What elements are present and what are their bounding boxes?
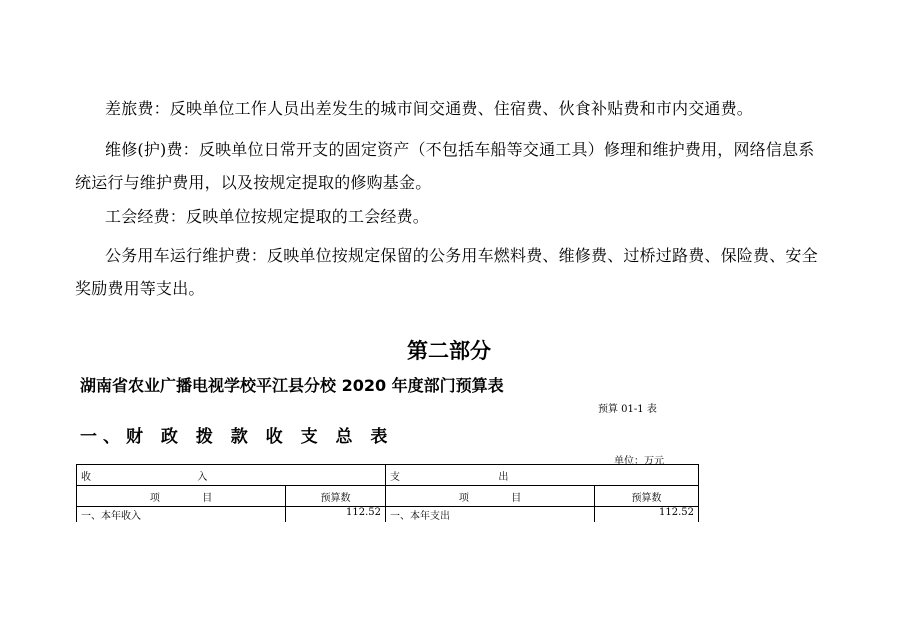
expense-value-cell: 112.52 — [595, 507, 699, 523]
table-subheader-row — [77, 486, 699, 507]
income-value-cell: 112.52 — [286, 507, 386, 523]
income-header — [77, 465, 386, 486]
paragraph-text: 工会经费：反映单位按规定提取的工会经费。 — [105, 207, 430, 226]
item-header-char: 项 — [458, 492, 469, 504]
table-header-row — [77, 465, 699, 486]
budget-summary-table — [76, 464, 699, 522]
expense-header — [386, 465, 699, 486]
expense-header-char: 出 — [498, 471, 509, 483]
paragraph-vehicle-expense — [75, 239, 827, 305]
expense-budget-header: 预算数 — [595, 486, 699, 507]
income-item-cell: 一、本年收入 — [77, 507, 286, 523]
paragraph-travel-expense — [75, 92, 827, 125]
expense-item-cell: 一、本年支出 — [386, 507, 595, 523]
paragraph-text: 维修(护)费：反映单位日常开支的固定资产（不包括车船等交通工具）修理和维护费用，网络信息系统运行与维护费用，以及按规定提取的修购基金。 — [75, 140, 815, 192]
paragraph-text: 差旅费：反映单位工作人员出差发生的城市间交通费、住宿费、伙食补贴费和市内交通费。 — [105, 99, 754, 118]
unit-label: 单位：万元 — [614, 456, 664, 467]
expense-header-char: 支 — [390, 471, 400, 483]
item-header-char: 目 — [202, 492, 213, 504]
income-budget-header: 预算数 — [286, 486, 386, 507]
paragraph-maintenance-expense — [75, 133, 827, 199]
item-header-char: 目 — [511, 492, 522, 504]
form-number: 预算 01-1 表 — [598, 404, 657, 415]
item-header-char: 项 — [149, 492, 160, 504]
income-header-char: 收 — [81, 471, 91, 483]
income-header-char: 入 — [197, 471, 208, 483]
paragraph-text: 公务用车运行维护费：反映单位按规定保留的公务用车燃料费、维修费、过桥过路费、保险费、安全奖励费用等支出。 — [75, 246, 818, 298]
section-title: 一、财 政 拨 款 收 支 总 表 — [80, 427, 394, 447]
part-title: 第二部分 — [407, 339, 491, 363]
expense-item-header — [386, 486, 595, 507]
table-row — [77, 507, 699, 523]
document-title: 湖南省农业广播电视学校平江县分校 2020 年度部门预算表 — [80, 376, 504, 395]
income-item-header — [77, 486, 286, 507]
paragraph-union-expense — [75, 200, 827, 233]
